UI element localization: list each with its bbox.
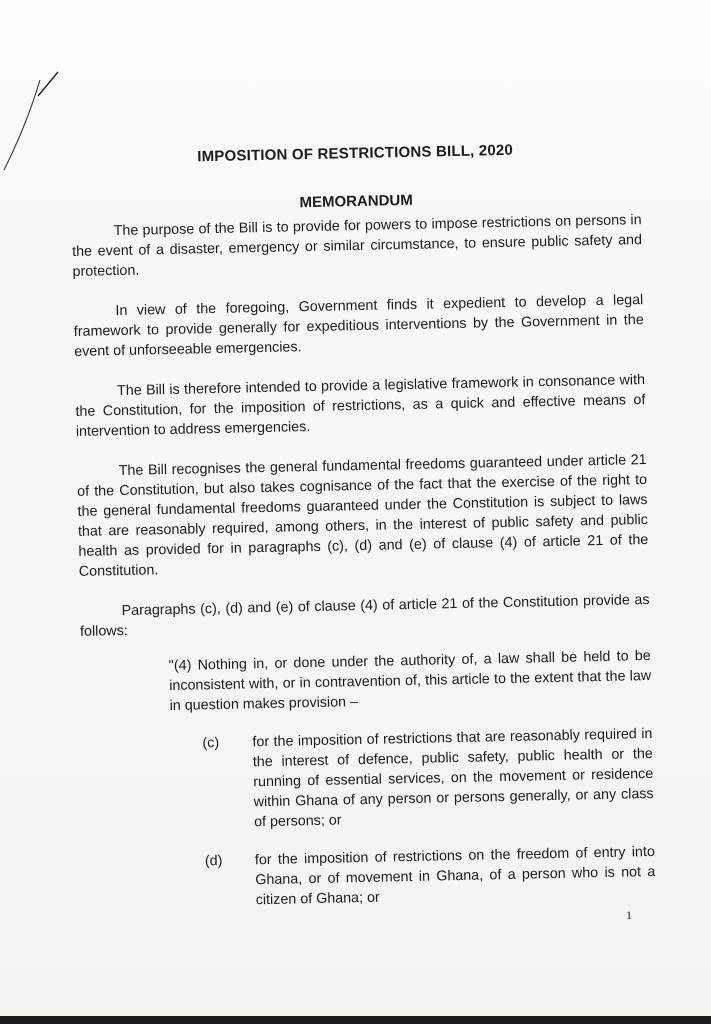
clause-label: (d)	[204, 852, 223, 870]
paragraph-intent: The Bill is therefore intended to provide a legislative framework in consonance with the Constitution, for the imposition of restrictions, as a quick and effective means of intervention to address emergencies.	[75, 372, 646, 440]
quoted-clause-4: "(4) Nothing in, or done under the authority of, a law shall be held to be inconsistent with, or in contravention of, this article to the extent that the law in question makes provision –	[168, 647, 652, 715]
document-body	[70, 138, 656, 932]
memorandum-heading: MEMORANDUM	[299, 191, 413, 212]
paragraph-purpose: The purpose of the Bill is to provide for powers to impose restrictions on persons in the event of a disaster, emergency or similar circumstance, to ensure public safety and protection.	[71, 212, 643, 280]
clause-d	[205, 842, 656, 911]
scan-edge	[0, 1016, 711, 1024]
pen-stroke-mark	[0, 30, 60, 170]
clause-label: (c)	[202, 735, 220, 752]
clause-text: for the imposition of restrictions on the freedom of entry into Ghana, or of movement in Ghana, of a person who is not a citizen of Ghana; or	[254, 843, 656, 909]
clause-c	[202, 724, 654, 833]
paragraph-freedoms: The Bill recognises the general fundamental freedoms guaranteed under article 21 of the Constitution, but also takes cognisance of the fact that the exercise of the right to the general fundamental freedoms guaranteed under the Constitution is subject to laws that are reasonably required, among others, in the interest of public safety and public health as provided for in paragraphs (c), (d) and (e) of clause (4) of article 21 of the Constitution.	[76, 451, 649, 580]
bill-title: IMPOSITION OF RESTRICTIONS BILL, 2020	[197, 141, 514, 166]
clause-text: for the imposition of restrictions that are reasonably required in the interest of defence, public safety, public health or the running of essential services, on the movement or residence within Ghana of any person or persons generally, or any class of persons; or	[252, 725, 654, 831]
page-number: 1	[626, 908, 632, 922]
paragraph-article21: Paragraphs (c), (d) and (e) of clause (4) of article 21 of the Constitution provide as follows:	[79, 591, 650, 640]
paragraph-foregoing: In view of the foregoing, Government finds it expedient to develop a legal framework to provide generally for expeditious interventions by the Government in the event of unforseeable emergencies.	[73, 292, 644, 360]
